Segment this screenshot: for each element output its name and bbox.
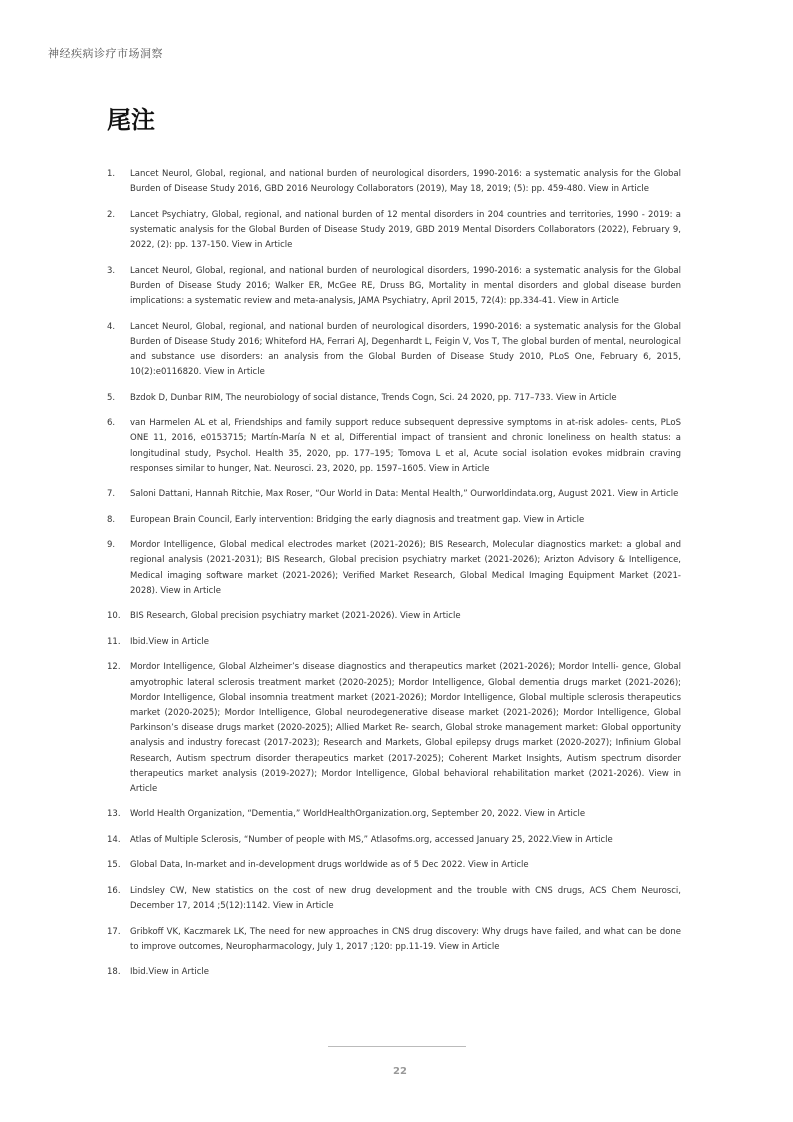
- endnote-text: Mordor Intelligence, Global Alzheimer’s disease diagnostics and therapeutics market (2021-2026); Mordor Intelli- gence, Global amyotrophic lateral sclerosis treatment market (2020-2025); Mordor Intelligence, Global dementia drugs market (2021-2026); Mordor Intelligence, Global insomnia treatment market (2021-2026); Mordor Intelligence, Global multiple sclerosis therapeutics market (2020-2025); Mordor Intelligence, Global neurodegenerative disease market (2021-2026); Mordor Intelligence, Global Parkinson’s disease drugs market (2020-2025); Allied Market Re- search, Global stroke management market: Global opportunity analysis and industry forecast (2017-2023); Research and Markets, Global epilepsy drugs market (2020-2027); Infinium Global Research, Autism spectrum disorder therapeutics market (2017-2025); Coherent Market Insights, Autism spectrum disorder therapeutics market analysis (2019-2027); Mordor Intelligence, Global behavioral rehabilitation market (2021-2026). View in Article: [130, 662, 681, 794]
- endnote-item: [107, 264, 681, 310]
- endnote-item: [107, 965, 681, 980]
- endnote-number: 10.: [107, 611, 121, 622]
- endnote-text: Global Data, In-market and in-development drugs worldwide as of 5 Dec 2022. View in Article: [130, 860, 529, 871]
- endnote-text: Ibid.View in Article: [130, 636, 209, 647]
- endnote-item: [107, 660, 681, 797]
- endnote-item: [107, 858, 681, 873]
- endnote-number: 3.: [107, 265, 116, 276]
- endnote-number: 9.: [107, 540, 116, 551]
- endnote-number: 6.: [107, 418, 116, 429]
- endnote-number: 15.: [107, 860, 121, 871]
- endnote-number: 1.: [107, 169, 116, 179]
- endnote-item: [107, 416, 681, 477]
- footer-divider: [328, 1046, 466, 1047]
- endnote-number: 16.: [107, 885, 121, 896]
- endnote-item: [107, 538, 681, 599]
- endnote-item: [107, 167, 681, 197]
- endnote-item: [107, 807, 681, 822]
- endnote-text: Bzdok D, Dunbar RIM, The neurobiology of social distance, Trends Cogn, Sci. 24 2020, pp. 717–733. View in Article: [130, 392, 617, 403]
- endnote-item: [107, 391, 681, 406]
- endnote-text: BIS Research, Global precision psychiatry market (2021-2026). View in Article: [130, 611, 461, 622]
- page-number: 22: [393, 1066, 407, 1077]
- endnote-item: [107, 513, 681, 528]
- endnote-number: 7.: [107, 489, 116, 500]
- endnote-text: Saloni Dattani, Hannah Ritchie, Max Roser, “Our World in Data: Mental Health,” Ourworldindata.org, August 2021. View in Article: [130, 489, 679, 500]
- endnote-text: Lancet Psychiatry, Global, regional, and national burden of 12 mental disorders in 204 countries and territories, 1990 - 2019: a systematic analysis for the Global Burden of Disease Study 2019, GBD 2019 Mental Disorders Collaborators (2022), February 9, 2022, (2): pp. 137-150. View in Article: [130, 209, 681, 251]
- endnote-text: Lancet Neurol, Global, regional, and national burden of neurological disorders, 1990-2016: a systematic analysis for the Global Burden of Disease Study 2016, GBD 2016 Neurology Collaborators (2019), May 18, 2019; (5): pp. 459-480. View in Article: [130, 169, 681, 195]
- endnote-item: [107, 833, 681, 848]
- endnote-text: World Health Organization, “Dementia,” WorldHealthOrganization.org, September 20, 2022. View in Article: [130, 809, 586, 820]
- endnote-number: 2.: [107, 209, 116, 220]
- endnote-text: Atlas of Multiple Sclerosis, “Number of people with MS,” Atlasofms.org, accessed January 25, 2022.View in Article: [130, 834, 613, 845]
- endnote-number: 5.: [107, 392, 116, 403]
- endnote-text: European Brain Council, Early intervention: Bridging the early diagnosis and treatment gap. View in Article: [130, 514, 585, 525]
- endnote-number: 17.: [107, 926, 121, 937]
- endnote-item: [107, 320, 681, 381]
- endnote-item: [107, 884, 681, 914]
- endnote-text: Mordor Intelligence, Global medical electrodes market (2021-2026); BIS Research, Molecular diagnostics market: a global and regional analysis (2021-2031); BIS Research, Global precision psychiatry market (2021-2026); Arizton Advisory & Intelligence, Medical imaging software market (2021-2026); Verified Market Research, Global Medical Imaging Equipment Market (2021-2028). View in Article: [130, 540, 681, 596]
- endnote-item: [107, 635, 681, 650]
- page-title: 尾注: [107, 106, 155, 134]
- endnote-text: Lindsley CW, New statistics on the cost of new drug development and the trouble with CNS drugs, ACS Chem Neurosci, December 17, 2014 ;5(12):1142. View in Article: [130, 885, 681, 912]
- endnote-item: [107, 487, 681, 502]
- endnote-number: 8.: [107, 514, 116, 525]
- endnote-number: 13.: [107, 809, 121, 820]
- endnote-item: [107, 925, 681, 955]
- endnote-text: Lancet Neurol, Global, regional, and national burden of neurological disorders, 1990-2016: a systematic analysis for the Global Burden of Disease Study 2016; Walker ER, McGee RE, Druss BG, Mortality in mental disorders and global disease burden implications: a systematic review and meta-analysis, JAMA Psychiatry, April 2015, 72(4): pp.334-41. View in Article: [130, 265, 681, 307]
- endnote-number: 12.: [107, 662, 121, 673]
- endnote-item: [107, 609, 681, 624]
- endnote-number: 14.: [107, 834, 121, 845]
- endnote-text: Ibid.View in Article: [130, 967, 209, 978]
- endnote-text: van Harmelen AL et al, Friendships and family support reduce subsequent depressive symptoms in at-risk adoles- cents, PLoS ONE 11, 2016, e0153715; Martín-María N et al, Differential impact of transient and chronic loneliness on health status: a longitudinal study, Psychol. Health 35, 2020, pp. 177–195; Tomova L et al, Acute social isolation evokes midbrain craving responses similar to hunger, Nat. Neurosci. 23, 2020, pp. 1597–1605. View in Article: [130, 418, 681, 474]
- endnote-text: Lancet Neurol, Global, regional, and national burden of neurological disorders, 1990-2016: a systematic analysis for the Global Burden of Disease Study 2016; Whiteford HA, Ferrari AJ, Degenhardt L, Feigin V, Vos T, The global burden of mental, neurological and substance use disorders: an analysis from the Global Burden of Disease Study 2010, PLoS One, February 6, 2015, 10(2):e0116820. View in Article: [130, 321, 681, 378]
- running-header: 神经疾病诊疗市场洞察: [48, 47, 163, 60]
- endnote-item: [107, 208, 681, 254]
- endnote-number: 4.: [107, 321, 116, 332]
- endnote-text: Gribkoff VK, Kaczmarek LK, The need for new approaches in CNS drug discovery: Why drugs have failed, and what can be done to improve outcomes, Neuropharmacology, July 1, 2017 ;120: pp.11-19. View in Article: [130, 926, 681, 952]
- endnotes-list: [107, 167, 681, 991]
- endnote-number: 11.: [107, 636, 121, 647]
- endnote-number: 18.: [107, 967, 121, 978]
